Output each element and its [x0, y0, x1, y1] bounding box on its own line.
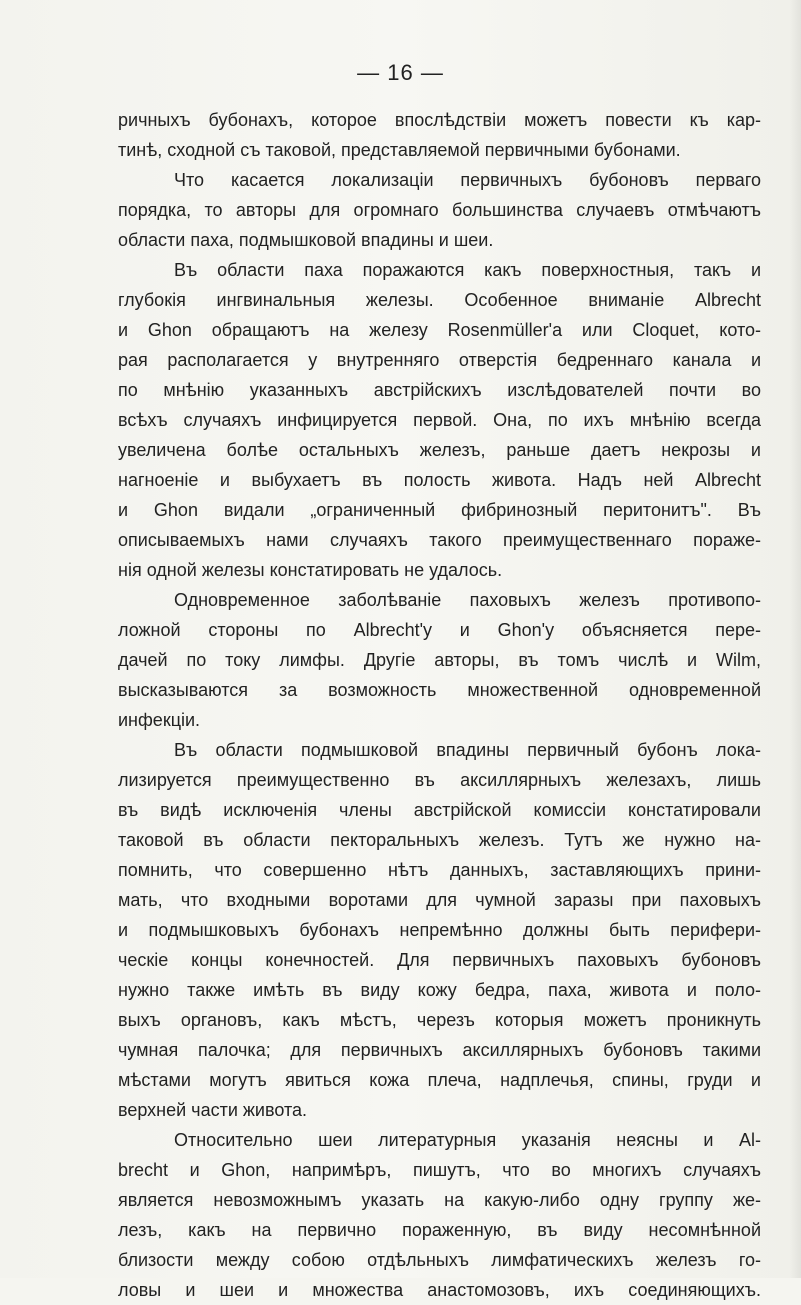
text-line: и Ghon обращаютъ на железу Rosenmüller'a или Cloquet, кото-: [118, 320, 761, 340]
text-line: Что касается локализаціи первичныхъ бубоновъ перваго: [174, 170, 761, 190]
text-line: глубокія ингвинальныя железы. Особенное вниманіе Albrecht: [118, 290, 761, 310]
text-line: всѣхъ случаяхъ инфицируется первой. Она, по ихъ мнѣнію всегда: [118, 410, 761, 430]
text-line: близости между собою отдѣльныхъ лимфатическихъ железъ го-: [118, 1250, 761, 1270]
text-line: рая располагается у внутренняго отверстія бедреннаго канала и: [118, 350, 761, 370]
text-line: таковой въ области пекторальныхъ железъ. Тутъ же нужно на-: [118, 830, 761, 850]
text-line: является невозможнымъ указать на какую-либо одну группу же-: [118, 1190, 761, 1210]
text-line: по мнѣнію указанныхъ австрійскихъ изслѣдователей почти во: [118, 380, 761, 400]
text-line: инфекціи.: [118, 710, 201, 730]
text-line: тинѣ, сходной съ таковой, представляемой первичными бубонами.: [118, 140, 681, 160]
body-text: [118, 105, 761, 1305]
text-line: ческіе концы конечностей. Для первичныхъ паховыхъ бубоновъ: [118, 950, 761, 970]
text-line: нагноеніе и выбухаетъ въ полость живота. Надъ ней Albrecht: [118, 470, 761, 490]
text-line: ричныхъ бубонахъ, которое впослѣдствіи можетъ повести къ кар-: [118, 110, 761, 130]
text-line: лизируется преимущественно въ аксиллярныхъ железахъ, лишь: [118, 770, 761, 790]
text-line: brecht и Ghon, напримѣръ, пишутъ, что во многихъ случаяхъ: [118, 1160, 761, 1180]
text-line: помнить, что совершенно нѣтъ данныхъ, заставляющихъ прини-: [118, 860, 761, 880]
text-line: и Ghon видали „ограниченный фибринозный перитонитъ". Въ: [118, 500, 761, 520]
text-line: чумная палочка; для первичныхъ аксиллярныхъ бубоновъ такими: [118, 1040, 761, 1060]
text-line: Въ области паха поражаются какъ поверхностныя, такъ и: [174, 260, 761, 280]
text-line: Въ области подмышковой впадины первичный бубонъ лока-: [174, 740, 761, 760]
text-line: выхъ органовъ, какъ мѣстъ, черезъ которыя можетъ проникнуть: [118, 1010, 761, 1030]
text-line: увеличена болѣе остальныхъ железъ, раньше даетъ некрозы и: [118, 440, 761, 460]
text-line: лезъ, какъ на первично пораженную, въ виду несомнѣнной: [118, 1220, 761, 1240]
text-line: Одновременное заболѣваніе паховыхъ железъ противопо-: [174, 590, 761, 610]
text-line: Относительно шеи литературныя указанія неясны и Al-: [174, 1130, 761, 1150]
text-line: мѣстами могутъ явиться кожа плеча, надплечья, спины, груди и: [118, 1070, 761, 1090]
text-line: порядка, то авторы для огромнаго большинства случаевъ отмѣчаютъ: [118, 200, 761, 220]
text-line: нія одной железы констатировать не удалось.: [118, 560, 503, 580]
text-line: ложной стороны по Albrecht'y и Ghon'y объясняется пере-: [118, 620, 761, 640]
text-line: описываемыхъ нами случаяхъ такого преимущественнаго пораже-: [118, 530, 761, 550]
page-edge-shadow: [789, 0, 801, 1278]
text-line: дачей по току лимфы. Другіе авторы, въ томъ числѣ и Wilm,: [118, 650, 761, 670]
page-number: — 16 —: [357, 60, 444, 85]
text-line: ловы и шеи и множества анастомозовъ, ихъ соединяющихъ.: [118, 1280, 761, 1300]
text-line: мать, что входными воротами для чумной заразы при паховыхъ: [118, 890, 761, 910]
text-line: и подмышковыхъ бубонахъ непремѣнно должны быть перифери-: [118, 920, 761, 940]
text-line: высказываются за возможность множественной одновременной: [118, 680, 761, 700]
text-line: области паха, подмышковой впадины и шеи.: [118, 230, 494, 250]
text-line: верхней части живота.: [118, 1100, 307, 1120]
text-line: нужно также имѣть въ виду кожу бедра, паха, живота и поло-: [118, 980, 761, 1000]
text-line: въ видѣ исключенія члены австрійской комиссіи констатировали: [118, 800, 761, 820]
